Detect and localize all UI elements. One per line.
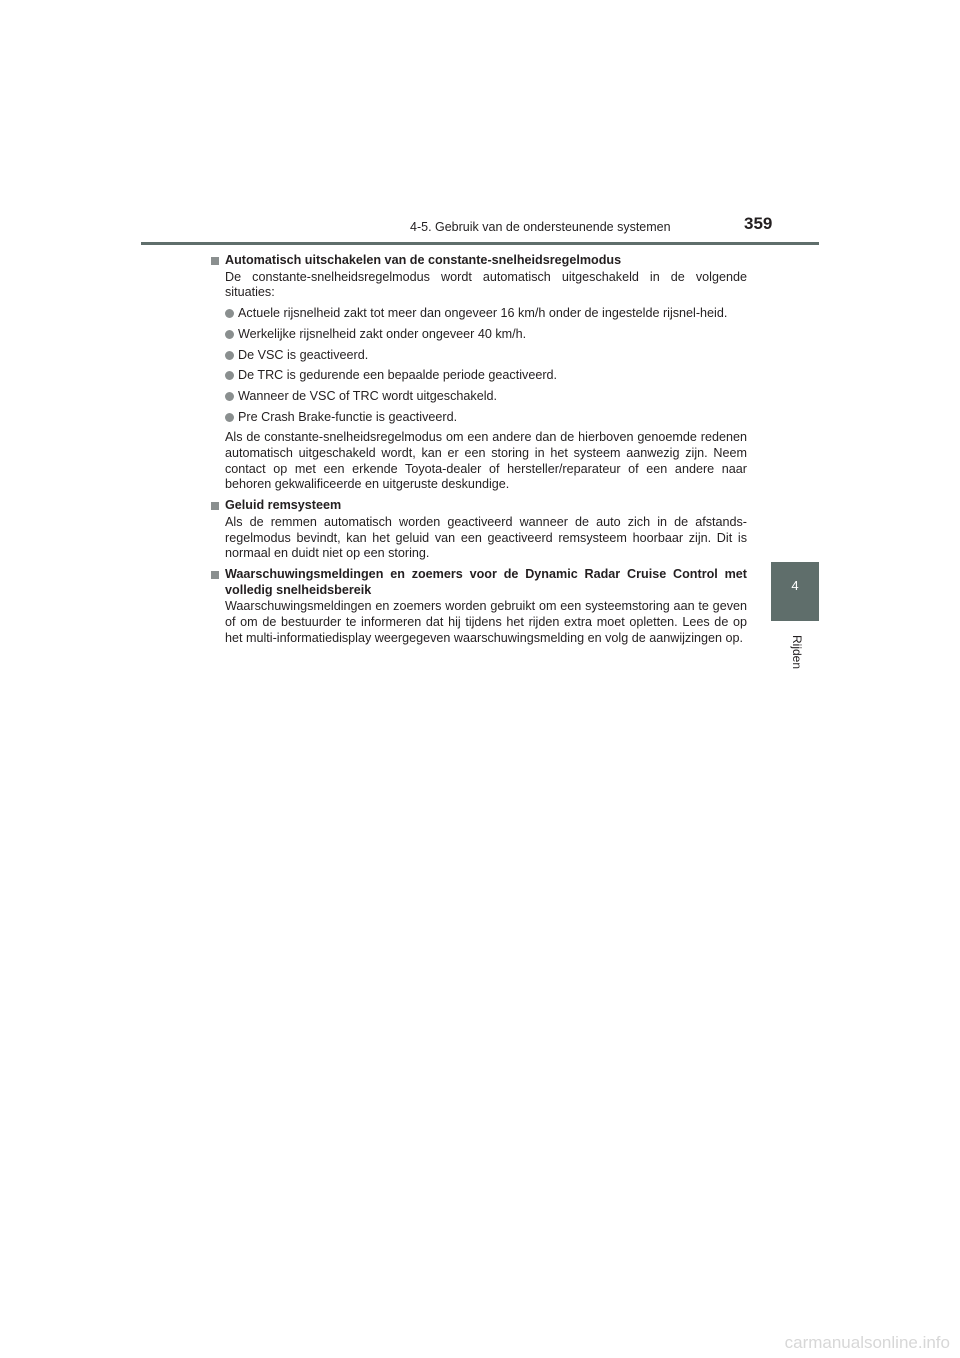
- square-bullet-icon: [211, 257, 219, 265]
- list-item: [225, 368, 747, 384]
- chapter-tab: [771, 562, 819, 621]
- page-content: [211, 253, 747, 651]
- list-item-text: De VSC is geactiveerd.: [238, 347, 369, 362]
- list-item-text: Wanneer de VSC of TRC wordt uitgeschakeld.: [238, 388, 497, 403]
- round-bullet-icon: [225, 371, 234, 380]
- list-item: [225, 327, 747, 343]
- section-body: Waarschuwingsmeldingen en zoemers worden gebruikt om een systeemstoring aan te geven of om de bestuurder te informeren dat hij tijdens het rijden extra moet opletten. Lees de op het multi-informatiedisplay weergegeven waarschuwingsmelding en volg de aanwijzingen op.: [225, 599, 747, 645]
- list-item-text: De TRC is gedurende een bepaalde periode geactiveerd.: [238, 368, 558, 383]
- running-header-section: 4-5. Gebruik van de ondersteunende systemen: [410, 220, 671, 234]
- square-bullet-icon: [211, 571, 219, 579]
- list-item-text: Pre Crash Brake-functie is geactiveerd.: [238, 409, 458, 424]
- list-item-text: Actuele rijsnelheid zakt tot meer dan ongeveer 16 km/h onder de ingestelde rijsnel-heid.: [238, 306, 728, 321]
- section-body: Als de remmen automatisch worden geactiveerd wanneer de auto zich in de afstands-regelmodus bevindt, kan het geluid van een geactiveerd remsysteem hoorbaar zijn. Dit is normaal en duidt niet op een storing.: [225, 514, 747, 561]
- chapter-label: Rijden: [790, 634, 804, 670]
- page-number: 359: [744, 214, 773, 233]
- section-warnings: [211, 567, 747, 647]
- list-item: [225, 410, 747, 426]
- round-bullet-icon: [225, 413, 234, 422]
- section-heading-text: Waarschuwingsmeldingen en zoemers voor de Dynamic Radar Cruise Control met volledig snelheidsbereik: [225, 566, 747, 597]
- section-auto-cancel: [211, 253, 747, 493]
- section-heading-text: Automatisch uitschakelen van de constante-snelheidsregelmodus: [225, 253, 622, 267]
- section-brake-sound: [211, 498, 747, 562]
- round-bullet-icon: [225, 309, 234, 318]
- watermark: carmanualsonline.info: [784, 1333, 950, 1352]
- round-bullet-icon: [225, 392, 234, 401]
- list-item: [225, 348, 747, 364]
- section-heading: [211, 498, 747, 514]
- list-item: [225, 306, 747, 322]
- section-outro: Als de constante-snelheidsregelmodus om een andere dan de hierboven genoemde redenen automatisch uitgeschakeld wordt, kan er een storing in het systeem aanwezig zijn. Neem contact op met een erkende Toyota-dealer of hersteller/reparateur of een andere naar behoren gekwalificeerde en uitgeruste deskundige.: [225, 430, 747, 492]
- section-heading: [211, 253, 747, 269]
- section-heading: [211, 567, 747, 598]
- round-bullet-icon: [225, 330, 234, 339]
- list-item-text: Werkelijke rijsnelheid zakt onder ongeveer 40 km/h.: [238, 326, 527, 341]
- section-heading-text: Geluid remsysteem: [225, 498, 342, 513]
- list-item: [225, 389, 747, 405]
- square-bullet-icon: [211, 502, 219, 510]
- section-intro: De constante-snelheidsregelmodus wordt automatisch uitgeschakeld in de volgende situaties:: [225, 269, 747, 300]
- condition-list: [211, 306, 747, 425]
- header-rule: [141, 242, 819, 245]
- round-bullet-icon: [225, 351, 234, 360]
- chapter-number: 4: [791, 578, 799, 593]
